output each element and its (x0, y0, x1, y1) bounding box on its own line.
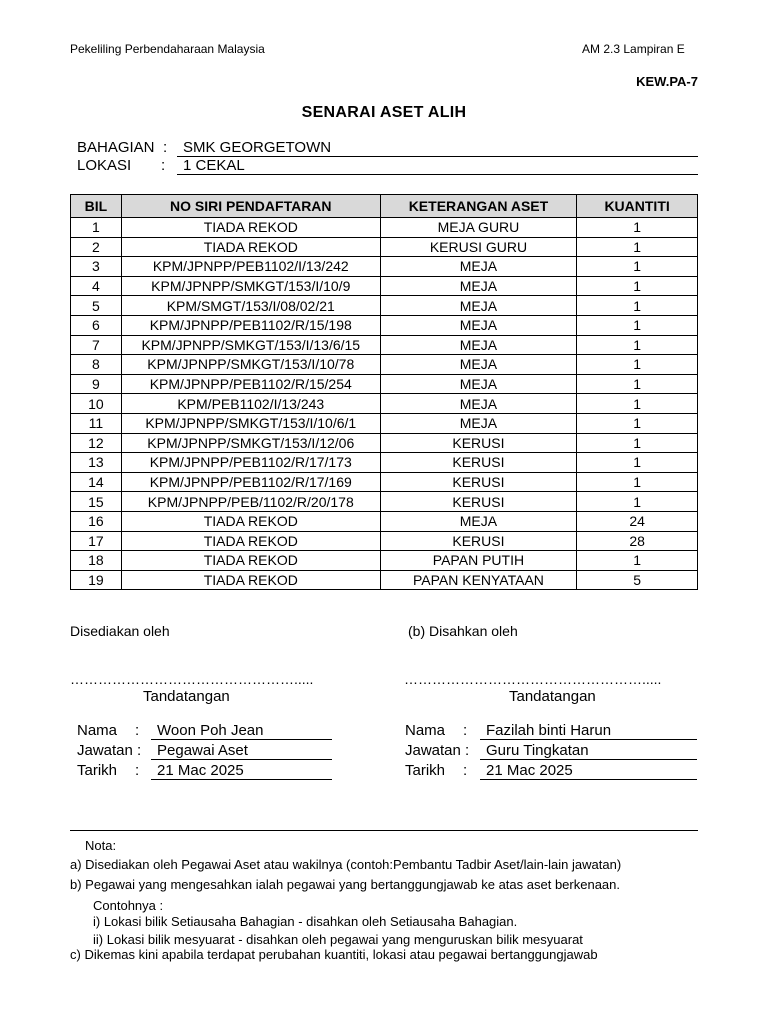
bil-cell: 14 (71, 472, 122, 492)
bil-cell: 9 (71, 374, 122, 394)
kuantiti-cell: 1 (577, 472, 698, 492)
bil-cell: 17 (71, 531, 122, 551)
no-siri-cell: TIADA REKOD (121, 511, 380, 531)
prepared-by-heading: Disediakan oleh (70, 623, 170, 639)
bil-cell: 10 (71, 394, 122, 414)
keterangan-cell: MEJA (380, 355, 577, 375)
table-row (71, 315, 698, 335)
table-row (71, 394, 698, 414)
note-example-ii: ii) Lokasi bilik mesyuarat - disahkan oleh pegawai yang menguruskan bilik mesyuarat (93, 932, 583, 947)
prepared-signature-caption: Tandatangan (143, 688, 230, 705)
keterangan-cell: PAPAN KENYATAAN (380, 570, 577, 590)
table-row (71, 374, 698, 394)
bahagian-colon: : (163, 139, 168, 156)
col-no-siri-header: NO SIRI PENDAFTARAN (121, 195, 380, 218)
table-row (71, 237, 698, 257)
prepared-tarikh-value: 21 Mac 2025 (151, 762, 332, 780)
bil-cell: 2 (71, 237, 122, 257)
kuantiti-cell: 1 (577, 492, 698, 512)
no-siri-cell: KPM/JPNPP/PEB1102/I/13/242 (121, 257, 380, 277)
prepared-jawatan-label: Jawatan (77, 742, 133, 759)
table-row (71, 511, 698, 531)
prepared-nama-value: Woon Poh Jean (151, 722, 332, 740)
table-row (71, 296, 698, 316)
kuantiti-cell: 1 (577, 237, 698, 257)
keterangan-cell: MEJA (380, 394, 577, 414)
kuantiti-cell: 24 (577, 511, 698, 531)
keterangan-cell: MEJA (380, 296, 577, 316)
bil-cell: 3 (71, 257, 122, 277)
approved-jawatan-colon: : (465, 742, 470, 759)
prepared-jawatan-value: Pegawai Aset (151, 742, 332, 760)
approved-signature-caption: Tandatangan (509, 688, 596, 705)
keterangan-cell: KERUSI (380, 531, 577, 551)
asset-table-body (71, 218, 698, 590)
bil-cell: 18 (71, 551, 122, 571)
kuantiti-cell: 1 (577, 355, 698, 375)
keterangan-cell: KERUSI GURU (380, 237, 577, 257)
form-code: KEW.PA-7 (636, 74, 698, 89)
table-row (71, 355, 698, 375)
lokasi-colon: : (161, 157, 166, 174)
no-siri-cell: KPM/JPNPP/PEB1102/R/17/169 (121, 472, 380, 492)
bil-cell: 7 (71, 335, 122, 355)
approved-tarikh-label: Tarikh (405, 762, 446, 779)
no-siri-cell: KPM/JPNPP/PEB1102/R/15/198 (121, 315, 380, 335)
kuantiti-cell: 1 (577, 374, 698, 394)
keterangan-cell: KERUSI (380, 453, 577, 473)
no-siri-cell: TIADA REKOD (121, 237, 380, 257)
approved-tarikh-colon: : (463, 762, 468, 779)
no-siri-cell: TIADA REKOD (121, 531, 380, 551)
table-header-row (71, 195, 698, 218)
kuantiti-cell: 1 (577, 394, 698, 414)
no-siri-cell: TIADA REKOD (121, 570, 380, 590)
table-row (71, 433, 698, 453)
kuantiti-cell: 1 (577, 551, 698, 571)
prepared-nama-label: Nama (77, 722, 118, 739)
bil-cell: 19 (71, 570, 122, 590)
prepared-tarikh-colon: : (135, 762, 140, 779)
approved-nama-label: Nama (405, 722, 446, 739)
kuantiti-cell: 1 (577, 433, 698, 453)
approved-tarikh-value: 21 Mac 2025 (480, 762, 697, 780)
bil-cell: 11 (71, 413, 122, 433)
notes-divider (70, 830, 698, 831)
table-row (71, 531, 698, 551)
no-siri-cell: KPM/JPNPP/SMKGT/153/I/10/9 (121, 276, 380, 296)
keterangan-cell: MEJA (380, 374, 577, 394)
keterangan-cell: MEJA (380, 276, 577, 296)
keterangan-cell: MEJA (380, 511, 577, 531)
kuantiti-cell: 1 (577, 453, 698, 473)
note-c: c) Dikemas kini apabila terdapat perubahan kuantiti, lokasi atau pegawai bertanggungjawab (70, 947, 598, 962)
kuantiti-cell: 5 (577, 570, 698, 590)
lokasi-label: LOKASI (77, 157, 132, 174)
notes-heading: Nota: (85, 838, 117, 853)
keterangan-cell: KERUSI (380, 433, 577, 453)
no-siri-cell: KPM/JPNPP/SMKGT/153/I/10/6/1 (121, 413, 380, 433)
col-kuantiti-header: KUANTITI (577, 195, 698, 218)
approved-nama-value: Fazilah binti Harun (480, 722, 697, 740)
page-title: SENARAI ASET ALIH (301, 104, 467, 121)
table-row (71, 276, 698, 296)
col-bil-header: BIL (71, 195, 122, 218)
keterangan-cell: MEJA GURU (380, 218, 577, 238)
note-b: b) Pegawai yang mengesahkan ialah pegawai yang bertanggungjawab ke atas aset berkenaan. (70, 877, 620, 892)
bil-cell: 12 (71, 433, 122, 453)
kuantiti-cell: 1 (577, 413, 698, 433)
table-row (71, 218, 698, 238)
asset-table (70, 194, 698, 590)
no-siri-cell: KPM/JPNPP/PEB/1102/R/20/178 (121, 492, 380, 512)
bil-cell: 4 (71, 276, 122, 296)
no-siri-cell: KPM/SMGT/153/I/08/02/21 (121, 296, 380, 316)
approved-signature-line: ……………………………………………..... (404, 671, 662, 687)
no-siri-cell: TIADA REKOD (121, 551, 380, 571)
approved-jawatan-label: Jawatan (405, 742, 461, 759)
appendix-ref: AM 2.3 Lampiran E (582, 42, 685, 56)
bil-cell: 5 (71, 296, 122, 316)
bil-cell: 6 (71, 315, 122, 335)
table-row (71, 551, 698, 571)
keterangan-cell: MEJA (380, 257, 577, 277)
prepared-nama-colon: : (135, 722, 140, 739)
kuantiti-cell: 1 (577, 296, 698, 316)
bil-cell: 16 (71, 511, 122, 531)
bahagian-value: SMK GEORGETOWN (177, 139, 698, 157)
prepared-tarikh-label: Tarikh (77, 762, 118, 779)
table-row (71, 257, 698, 277)
no-siri-cell: KPM/JPNPP/SMKGT/153/I/10/78 (121, 355, 380, 375)
no-siri-cell: KPM/PEB1102/I/13/243 (121, 394, 380, 414)
table-row (71, 335, 698, 355)
bil-cell: 13 (71, 453, 122, 473)
table-row (71, 492, 698, 512)
table-row (71, 570, 698, 590)
bil-cell: 15 (71, 492, 122, 512)
approved-by-heading: (b) Disahkan oleh (408, 623, 518, 639)
kuantiti-cell: 1 (577, 257, 698, 277)
kuantiti-cell: 28 (577, 531, 698, 551)
table-row (71, 453, 698, 473)
no-siri-cell: TIADA REKOD (121, 218, 380, 238)
keterangan-cell: KERUSI (380, 492, 577, 512)
kuantiti-cell: 1 (577, 335, 698, 355)
table-row (71, 472, 698, 492)
note-a: a) Disediakan oleh Pegawai Aset atau wakilnya (contoh:Pembantu Tadbir Aset/lain-lain jawatan) (70, 857, 622, 872)
bil-cell: 8 (71, 355, 122, 375)
col-keterangan-header: KETERANGAN ASET (380, 195, 577, 218)
document-series: Pekeliling Perbendaharaan Malaysia (70, 42, 265, 56)
bahagian-label: BAHAGIAN (77, 139, 155, 156)
prepared-jawatan-colon: : (137, 742, 142, 759)
bil-cell: 1 (71, 218, 122, 238)
approved-nama-colon: : (463, 722, 468, 739)
approved-jawatan-value: Guru Tingkatan (480, 742, 697, 760)
prepared-signature-line: …………………………………………..... (70, 671, 314, 687)
no-siri-cell: KPM/JPNPP/SMKGT/153/I/12/06 (121, 433, 380, 453)
keterangan-cell: MEJA (380, 315, 577, 335)
no-siri-cell: KPM/JPNPP/SMKGT/153/I/13/6/15 (121, 335, 380, 355)
table-row (71, 413, 698, 433)
kuantiti-cell: 1 (577, 315, 698, 335)
kuantiti-cell: 1 (577, 218, 698, 238)
no-siri-cell: KPM/JPNPP/PEB1102/R/17/173 (121, 453, 380, 473)
keterangan-cell: KERUSI (380, 472, 577, 492)
no-siri-cell: KPM/JPNPP/PEB1102/R/15/254 (121, 374, 380, 394)
kuantiti-cell: 1 (577, 276, 698, 296)
note-example-i: i) Lokasi bilik Setiausaha Bahagian - disahkan oleh Setiausaha Bahagian. (93, 914, 518, 929)
keterangan-cell: MEJA (380, 335, 577, 355)
lokasi-value: 1 CEKAL (177, 157, 698, 175)
keterangan-cell: MEJA (380, 413, 577, 433)
keterangan-cell: PAPAN PUTIH (380, 551, 577, 571)
note-contohnya: Contohnya : (93, 898, 164, 913)
